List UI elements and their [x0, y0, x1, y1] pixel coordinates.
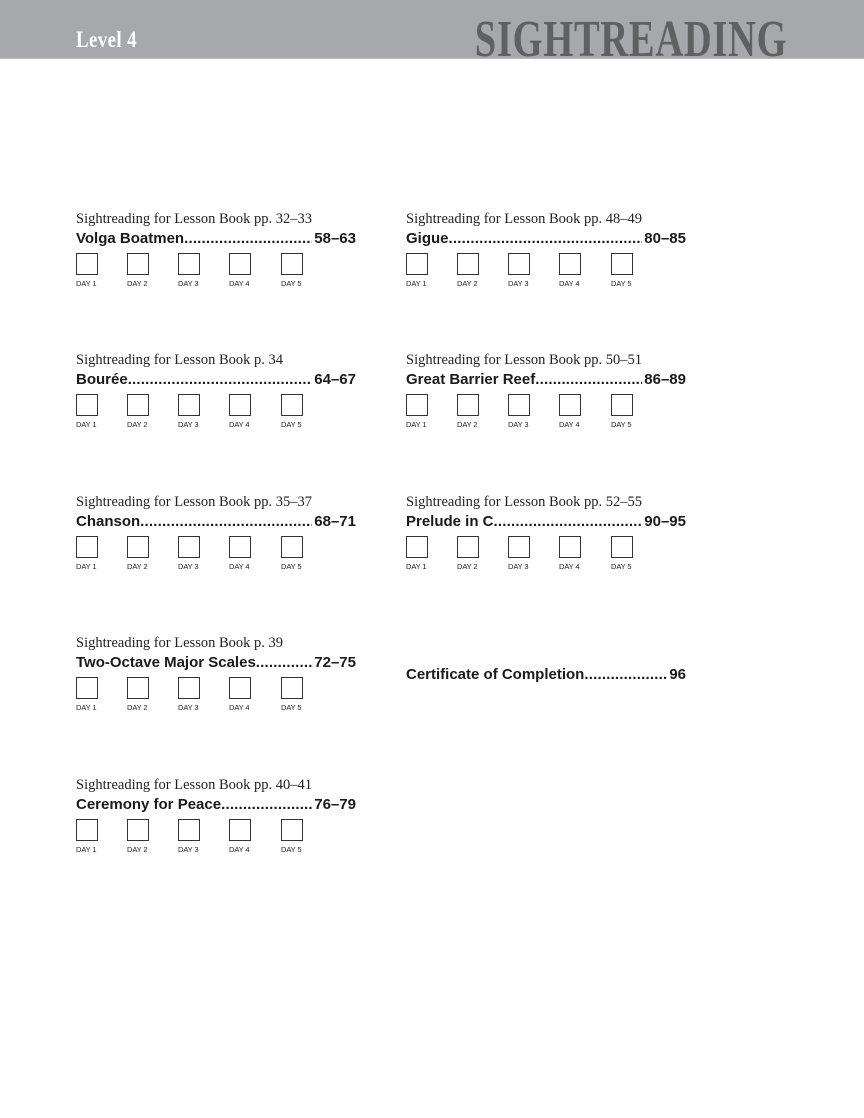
piece-entry: [406, 352, 686, 430]
day-2: [127, 677, 167, 712]
lesson-book-reference: Sightreading for Lesson Book pp. 35–37: [76, 494, 313, 510]
day-checkbox[interactable]: [229, 536, 251, 558]
day-checkboxes: [76, 819, 356, 855]
lesson-book-reference: Sightreading for Lesson Book pp. 32–33: [76, 211, 313, 227]
day-label: DAY 2: [127, 845, 148, 854]
day-label: DAY 2: [457, 420, 478, 429]
day-label: DAY 2: [127, 562, 148, 571]
day-label: DAY 4: [559, 562, 580, 571]
day-label: DAY 1: [76, 279, 97, 288]
lesson-book-reference: Sightreading for Lesson Book pp. 52–55: [406, 494, 643, 510]
day-checkbox[interactable]: [229, 677, 251, 699]
day-5: [611, 394, 651, 429]
day-label: DAY 1: [76, 562, 97, 571]
day-checkboxes: [76, 536, 356, 572]
page-range: 68–71: [314, 513, 356, 530]
day-4: [559, 253, 599, 288]
day-checkbox[interactable]: [457, 253, 479, 275]
day-4: [229, 819, 269, 854]
day-checkboxes: [76, 394, 356, 430]
piece-title: Two-Octave Major Scales: [76, 654, 256, 671]
piece-line[interactable]: [76, 795, 356, 814]
day-3: [178, 677, 218, 712]
day-label: DAY 3: [178, 845, 199, 854]
day-label: DAY 5: [611, 562, 632, 571]
day-4: [229, 394, 269, 429]
day-checkbox[interactable]: [611, 253, 633, 275]
day-checkbox[interactable]: [76, 677, 98, 699]
day-label: DAY 1: [76, 845, 97, 854]
page-range: 86–89: [644, 371, 686, 388]
day-label: DAY 3: [178, 703, 199, 712]
day-checkbox[interactable]: [178, 536, 200, 558]
certificate-title: Certificate of Completion: [406, 666, 585, 683]
day-1: [406, 253, 446, 288]
day-checkbox[interactable]: [559, 394, 581, 416]
day-3: [178, 819, 218, 854]
day-label: DAY 2: [127, 703, 148, 712]
day-checkbox[interactable]: [76, 536, 98, 558]
day-4: [559, 394, 599, 429]
lesson-book-reference: Sightreading for Lesson Book p. 34: [76, 352, 284, 368]
day-label: DAY 1: [76, 703, 97, 712]
piece-title: Gigue: [406, 230, 449, 247]
day-label: DAY 5: [611, 279, 632, 288]
lesson-book-reference: Sightreading for Lesson Book pp. 50–51: [406, 352, 643, 368]
day-3: [508, 536, 548, 571]
piece-line[interactable]: [406, 370, 686, 389]
day-label: DAY 4: [559, 279, 580, 288]
day-checkbox[interactable]: [281, 394, 303, 416]
day-checkboxes: [406, 253, 686, 289]
page-range: 58–63: [314, 230, 356, 247]
day-checkbox[interactable]: [281, 677, 303, 699]
day-5: [281, 677, 321, 712]
level-label: Level 4: [76, 27, 138, 52]
day-checkbox[interactable]: [406, 253, 428, 275]
day-label: DAY 4: [229, 420, 250, 429]
day-checkbox[interactable]: [127, 253, 149, 275]
day-checkbox[interactable]: [178, 253, 200, 275]
day-label: DAY 5: [281, 420, 302, 429]
lesson-book-reference: Sightreading for Lesson Book pp. 48–49: [406, 211, 643, 227]
day-checkbox[interactable]: [457, 536, 479, 558]
day-1: [406, 394, 446, 429]
day-checkbox[interactable]: [127, 394, 149, 416]
day-4: [229, 536, 269, 571]
day-checkbox[interactable]: [457, 394, 479, 416]
day-2: [127, 819, 167, 854]
day-checkboxes: [406, 394, 686, 430]
day-2: [127, 536, 167, 571]
day-2: [127, 394, 167, 429]
page-range: 76–79: [314, 796, 356, 813]
leader-dots: [449, 229, 643, 248]
day-label: DAY 1: [406, 420, 427, 429]
piece-entry: [76, 635, 356, 713]
day-checkbox[interactable]: [229, 394, 251, 416]
day-checkbox[interactable]: [178, 394, 200, 416]
day-label: DAY 2: [127, 420, 148, 429]
day-label: DAY 2: [457, 562, 478, 571]
leader-dots: [256, 653, 312, 672]
day-3: [178, 394, 218, 429]
day-checkboxes: [76, 253, 356, 289]
day-3: [508, 394, 548, 429]
day-label: DAY 4: [229, 845, 250, 854]
certificate-line[interactable]: [406, 665, 686, 684]
leader-dots: [140, 512, 312, 531]
day-checkbox[interactable]: [281, 536, 303, 558]
piece-line[interactable]: [406, 229, 686, 248]
day-label: DAY 5: [281, 845, 302, 854]
day-checkbox[interactable]: [406, 536, 428, 558]
day-3: [178, 536, 218, 571]
day-5: [611, 536, 651, 571]
piece-title: Volga Boatmen: [76, 230, 185, 247]
piece-entry: [406, 211, 686, 289]
day-label: DAY 5: [281, 703, 302, 712]
piece-title: Bourée: [76, 371, 128, 388]
day-checkboxes: [406, 536, 686, 572]
day-4: [229, 677, 269, 712]
piece-entry: [76, 777, 356, 855]
day-label: DAY 4: [229, 703, 250, 712]
day-1: [76, 536, 116, 571]
leader-dots: [221, 795, 312, 814]
page-range: 80–85: [644, 230, 686, 247]
day-checkbox[interactable]: [508, 253, 530, 275]
day-3: [178, 253, 218, 288]
piece-entry: [76, 352, 356, 430]
page-title: SIGHTREADING: [474, 11, 787, 68]
page-range: 72–75: [314, 654, 356, 671]
certificate-entry: [406, 664, 686, 684]
day-label: DAY 4: [229, 279, 250, 288]
piece-line[interactable]: [76, 370, 356, 389]
day-checkbox[interactable]: [127, 677, 149, 699]
day-checkbox[interactable]: [281, 253, 303, 275]
day-3: [508, 253, 548, 288]
day-4: [229, 253, 269, 288]
certificate-page: 96: [669, 666, 686, 683]
day-checkbox[interactable]: [406, 394, 428, 416]
leader-dots: [584, 665, 667, 684]
day-label: DAY 3: [178, 420, 199, 429]
day-checkbox[interactable]: [611, 394, 633, 416]
day-checkbox[interactable]: [559, 253, 581, 275]
day-label: DAY 5: [281, 562, 302, 571]
day-label: DAY 3: [178, 562, 199, 571]
piece-title: Chanson: [76, 513, 141, 530]
day-2: [457, 253, 497, 288]
day-label: DAY 3: [178, 279, 199, 288]
day-label: DAY 2: [457, 279, 478, 288]
piece-entry: [76, 211, 356, 289]
day-label: DAY 2: [127, 279, 148, 288]
day-1: [76, 253, 116, 288]
day-5: [611, 253, 651, 288]
piece-line[interactable]: [76, 512, 356, 531]
piece-line[interactable]: [406, 512, 686, 531]
day-1: [406, 536, 446, 571]
day-label: DAY 1: [76, 420, 97, 429]
lesson-book-reference: Sightreading for Lesson Book p. 39: [76, 635, 284, 651]
day-2: [457, 536, 497, 571]
day-2: [127, 253, 167, 288]
page-header: [0, 0, 864, 68]
day-checkbox[interactable]: [76, 394, 98, 416]
day-checkbox[interactable]: [127, 536, 149, 558]
day-5: [281, 536, 321, 571]
day-checkbox[interactable]: [559, 536, 581, 558]
day-label: DAY 4: [559, 420, 580, 429]
piece-entry: [406, 494, 686, 572]
piece-line[interactable]: [76, 653, 356, 672]
day-1: [76, 394, 116, 429]
lesson-book-reference: Sightreading for Lesson Book pp. 40–41: [76, 777, 313, 793]
leader-dots: [128, 370, 313, 389]
page-range: 64–67: [314, 371, 356, 388]
day-checkbox[interactable]: [178, 819, 200, 841]
leader-dots: [494, 512, 643, 531]
day-label: DAY 1: [406, 279, 427, 288]
piece-title: Ceremony for Peace: [76, 796, 222, 813]
day-checkbox[interactable]: [508, 394, 530, 416]
leader-dots: [535, 370, 642, 389]
day-checkbox[interactable]: [178, 677, 200, 699]
day-checkbox[interactable]: [611, 536, 633, 558]
piece-title: Great Barrier Reef: [406, 371, 536, 388]
day-checkbox[interactable]: [76, 253, 98, 275]
day-checkbox[interactable]: [508, 536, 530, 558]
piece-line[interactable]: [76, 229, 356, 248]
day-label: DAY 5: [611, 420, 632, 429]
day-4: [559, 536, 599, 571]
day-label: DAY 1: [406, 562, 427, 571]
day-1: [76, 819, 116, 854]
page-range: 90–95: [644, 513, 686, 530]
leader-dots: [184, 229, 312, 248]
day-label: DAY 3: [508, 279, 529, 288]
day-5: [281, 253, 321, 288]
day-5: [281, 394, 321, 429]
day-checkboxes: [76, 677, 356, 713]
day-checkbox[interactable]: [229, 819, 251, 841]
day-5: [281, 819, 321, 854]
day-checkbox[interactable]: [76, 819, 98, 841]
piece-entry: [76, 494, 356, 572]
day-1: [76, 677, 116, 712]
day-2: [457, 394, 497, 429]
day-label: DAY 3: [508, 420, 529, 429]
day-label: DAY 5: [281, 279, 302, 288]
day-label: DAY 4: [229, 562, 250, 571]
day-label: DAY 3: [508, 562, 529, 571]
day-checkbox[interactable]: [229, 253, 251, 275]
piece-title: Prelude in C: [406, 513, 494, 530]
day-checkbox[interactable]: [127, 819, 149, 841]
day-checkbox[interactable]: [281, 819, 303, 841]
